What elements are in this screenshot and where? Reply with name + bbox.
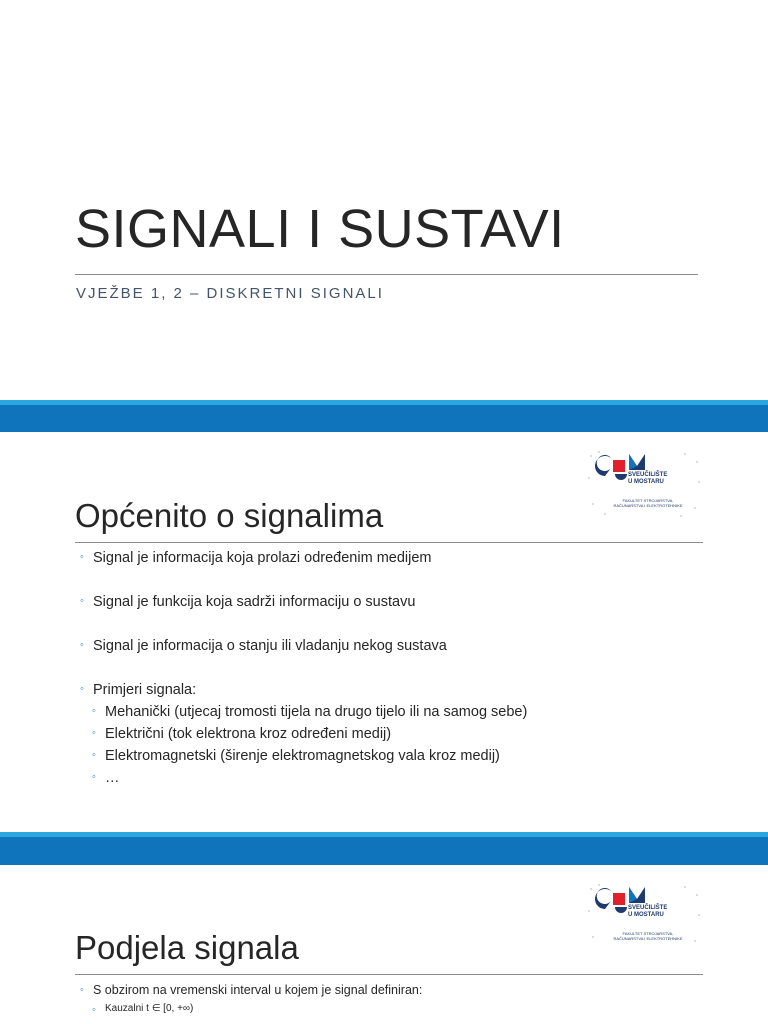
content-slide-classification [0,865,768,1024]
logo-university-name: SVEUČILIŠTE U MOSTARU [628,472,668,485]
list-item: ◦ Primjeri signala: [80,682,197,698]
slide-divider [75,974,703,975]
list-item: ◦ Signal je informacija o stanju ili vladanju nekog sustava [80,638,447,654]
sub-bullet-icon: ◦ [92,727,96,739]
bullet-icon: ◦ [80,639,84,651]
title-divider [75,274,698,275]
list-item: ◦ Mehanički (utjecaj tromosti tijela na drugo tijelo ili na samog sebe) [92,704,528,720]
list-item: ◦ Električni (tok elektrona kroz određeni medij) [92,726,392,742]
logo-university-name: SVEUČILIŠTE U MOSTARU [628,905,668,918]
bullet-icon: ◦ [80,551,84,563]
bullet-icon: ◦ [80,984,84,996]
content-slide-general [0,432,768,832]
list-item: ◦ Signal je funkcija koja sadrži informaciju o sustavu [80,594,416,610]
sub-bullet-icon: ◦ [92,749,96,761]
list-item: ◦ Kauzalni t ∈ [0, +∞) [92,1003,194,1016]
logo-faculty-name: FAKULTET STROJARSTVA, RAČUNARSTVA I ELEKTROTEHNIKE [613,931,683,941]
list-item: ◦ S obzirom na vremenski interval u kojem je signal definiran: [80,983,423,997]
slide-divider [75,542,703,543]
presentation-title: SIGNALI I SUSTAVI [75,199,565,259]
university-logo [585,881,705,953]
list-item: ◦ Elektromagnetski (širenje elektromagnetskog vala kroz medij) [92,748,500,764]
sub-bullet-icon: ◦ [92,1004,96,1016]
presentation-subtitle: VJEŽBE 1, 2 – DISKRETNI SIGNALI [76,285,384,302]
sub-bullet-icon: ◦ [92,771,96,783]
university-logo [585,448,705,520]
list-item: ◦ … [92,770,120,786]
bullet-icon: ◦ [80,595,84,607]
slide-separator [0,837,768,865]
slide-title: Općenito o signalima [75,497,384,534]
bullet-list [80,550,527,792]
logo-faculty-name: FAKULTET STROJARSTVA, RAČUNARSTVA I ELEKTROTEHNIKE [613,498,683,508]
bullet-icon: ◦ [80,683,84,695]
list-item: ◦ Signal je informacija koja prolazi određenim medijem [80,550,432,566]
bullet-list [80,983,422,1021]
title-slide [0,0,768,400]
slide-title: Podjela signala [75,929,299,966]
sub-bullet-icon: ◦ [92,705,96,717]
slide-separator [0,405,768,432]
